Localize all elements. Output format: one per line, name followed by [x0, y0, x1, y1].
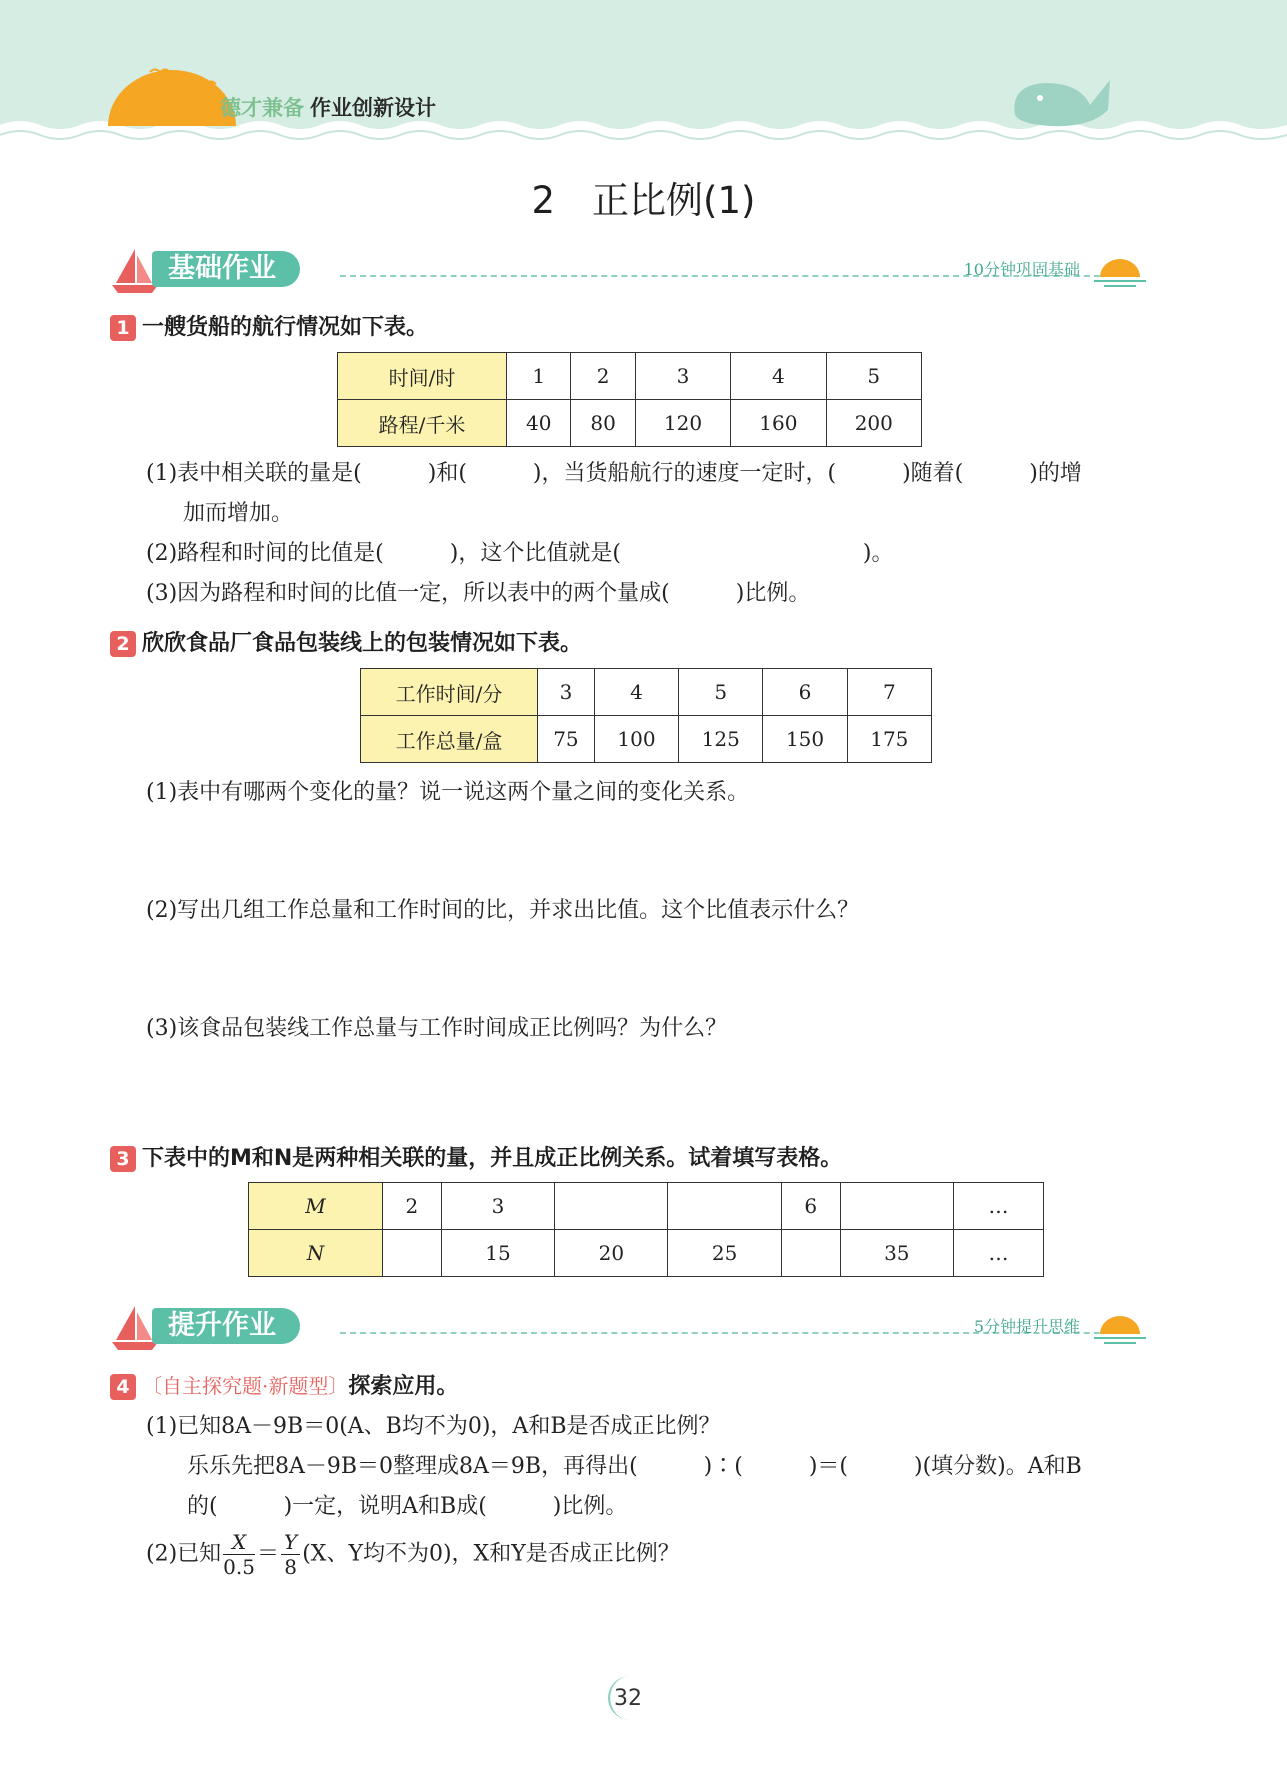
table-cell: 25	[668, 1230, 781, 1277]
fraction-numerator: X	[223, 1530, 255, 1555]
series-subtitle: 作业创新设计	[310, 96, 436, 120]
table-cell: 4	[594, 669, 678, 716]
fraction-y-over-8	[281, 1530, 300, 1579]
table-cell	[668, 1183, 781, 1230]
q4-part2-suffix: (X、Y均不为0)，X和Y是否成正比例？	[302, 1541, 680, 1567]
table-cell: 1	[507, 353, 571, 400]
table-cell: 120	[635, 400, 730, 447]
question-number: 4	[110, 1374, 136, 1400]
sunset-icon	[1090, 251, 1150, 291]
table-cell: 时间/时	[338, 353, 507, 400]
table-row	[361, 669, 932, 716]
page-number-text: 32	[614, 1686, 642, 1711]
table-cell	[555, 1183, 668, 1230]
table-cell: 3	[441, 1183, 554, 1230]
question-number: 2	[110, 631, 136, 657]
q1-table	[337, 352, 922, 447]
table-row	[249, 1230, 1044, 1277]
table-row	[249, 1183, 1044, 1230]
table-cell: 15	[441, 1230, 554, 1277]
table-cell: 80	[571, 400, 635, 447]
series-brand	[220, 92, 436, 122]
table-cell: 175	[847, 716, 931, 763]
q4-part1: (1)已知8A－9B＝0(A、B均不为0)，A和B是否成正比例？	[146, 1414, 721, 1439]
table-cell: 工作时间/分	[361, 669, 538, 716]
header-decoration	[0, 0, 1287, 150]
question-4-tag: 〔自主探究题·新题型〕	[142, 1374, 349, 1398]
equals-sign: ＝	[256, 1541, 279, 1567]
q4-part1-cont: 的( )一定，说明A和B成( )比例。	[187, 1494, 628, 1519]
table-cell: 5	[826, 353, 921, 400]
table-cell: 150	[763, 716, 847, 763]
sun-icon	[108, 70, 236, 127]
table-cell	[781, 1230, 840, 1277]
table-cell: …	[953, 1183, 1043, 1230]
table-cell: 6	[763, 669, 847, 716]
table-cell: 75	[538, 716, 595, 763]
section-advanced-header	[110, 1302, 1150, 1352]
table-cell: 路程/千米	[338, 400, 507, 447]
table-cell	[383, 1230, 442, 1277]
table-cell: 200	[826, 400, 921, 447]
section-basic-label: 基础作业	[152, 251, 300, 287]
table-row	[338, 353, 922, 400]
q2-table	[360, 668, 932, 763]
whale-icon	[1014, 80, 1110, 126]
q3-table	[248, 1182, 1044, 1277]
section-advanced-note: 5分钟提升思维	[973, 1317, 1080, 1336]
table-cell: 3	[538, 669, 595, 716]
q1-part2: (2)路程和时间的比值是( )，这个比值就是( )。	[146, 541, 894, 566]
question-4-text: 探索应用。	[348, 1374, 459, 1399]
table-cell: 35	[840, 1230, 953, 1277]
question-1	[110, 310, 428, 341]
table-cell: 4	[731, 353, 826, 400]
q1-part1-cont: 加而增加。	[183, 501, 294, 526]
q1-part1: (1)表中相关联的量是( )和( )，当货船航行的速度一定时，( )随着( )的增	[146, 461, 1082, 486]
question-3-text: 下表中的M和N是两种相关联的量，并且成正比例关系。试着填写表格。	[142, 1146, 843, 1171]
page-title: 2 正比例(1)	[531, 179, 756, 222]
question-2	[110, 626, 582, 657]
fraction-denominator: 8	[284, 1555, 297, 1579]
q4-part2	[146, 1530, 680, 1579]
question-number: 3	[110, 1146, 136, 1172]
page-number	[600, 1672, 660, 1722]
sunset-icon	[1090, 1308, 1150, 1348]
table-cell: 3	[635, 353, 730, 400]
table-row	[338, 400, 922, 447]
table-cell: 工作总量/盒	[361, 716, 538, 763]
fraction-numerator: Y	[281, 1530, 300, 1555]
table-cell: 40	[507, 400, 571, 447]
series-name: 德才兼备	[220, 96, 304, 120]
question-number: 1	[110, 315, 136, 341]
fraction-x-over-half	[223, 1530, 255, 1579]
table-cell: 5	[679, 669, 763, 716]
table-cell: 100	[594, 716, 678, 763]
table-cell	[840, 1183, 953, 1230]
q2-part1: (1)表中有哪两个变化的量？说一说这两个量之间的变化关系。	[146, 780, 750, 805]
question-1-text: 一艘货船的航行情况如下表。	[142, 315, 429, 340]
q4-part2-prefix: (2)已知	[146, 1541, 222, 1567]
q2-part2: (2)写出几组工作总量和工作时间的比，并求出比值。这个比值表示什么？	[146, 898, 860, 923]
fraction-denominator: 0.5	[223, 1555, 255, 1579]
q2-part3: (3)该食品包装线工作总量与工作时间成正比例吗？为什么？	[146, 1016, 728, 1041]
table-cell: 160	[731, 400, 826, 447]
q4-part1-body: 乐乐先把8A－9B＝0整理成8A＝9B，再得出( )∶( )＝( )(填分数)。A和B	[187, 1454, 1082, 1479]
table-cell: N	[249, 1230, 383, 1277]
table-cell: 2	[571, 353, 635, 400]
question-4	[110, 1369, 458, 1400]
table-cell: M	[249, 1183, 383, 1230]
table-row	[361, 716, 932, 763]
table-cell: 6	[781, 1183, 840, 1230]
table-cell: 20	[555, 1230, 668, 1277]
section-basic-note: 10分钟巩固基础	[963, 260, 1080, 279]
question-2-text: 欣欣食品厂食品包装线上的包装情况如下表。	[142, 631, 583, 656]
page-header	[0, 0, 1287, 150]
section-advanced-label: 提升作业	[152, 1308, 300, 1344]
table-cell: 2	[383, 1183, 442, 1230]
table-cell: 125	[679, 716, 763, 763]
table-cell: …	[953, 1230, 1043, 1277]
table-cell: 7	[847, 669, 931, 716]
question-3	[110, 1141, 842, 1172]
q1-part3: (3)因为路程和时间的比值一定，所以表中的两个量成( )比例。	[146, 581, 811, 606]
section-basic-header	[110, 245, 1150, 295]
